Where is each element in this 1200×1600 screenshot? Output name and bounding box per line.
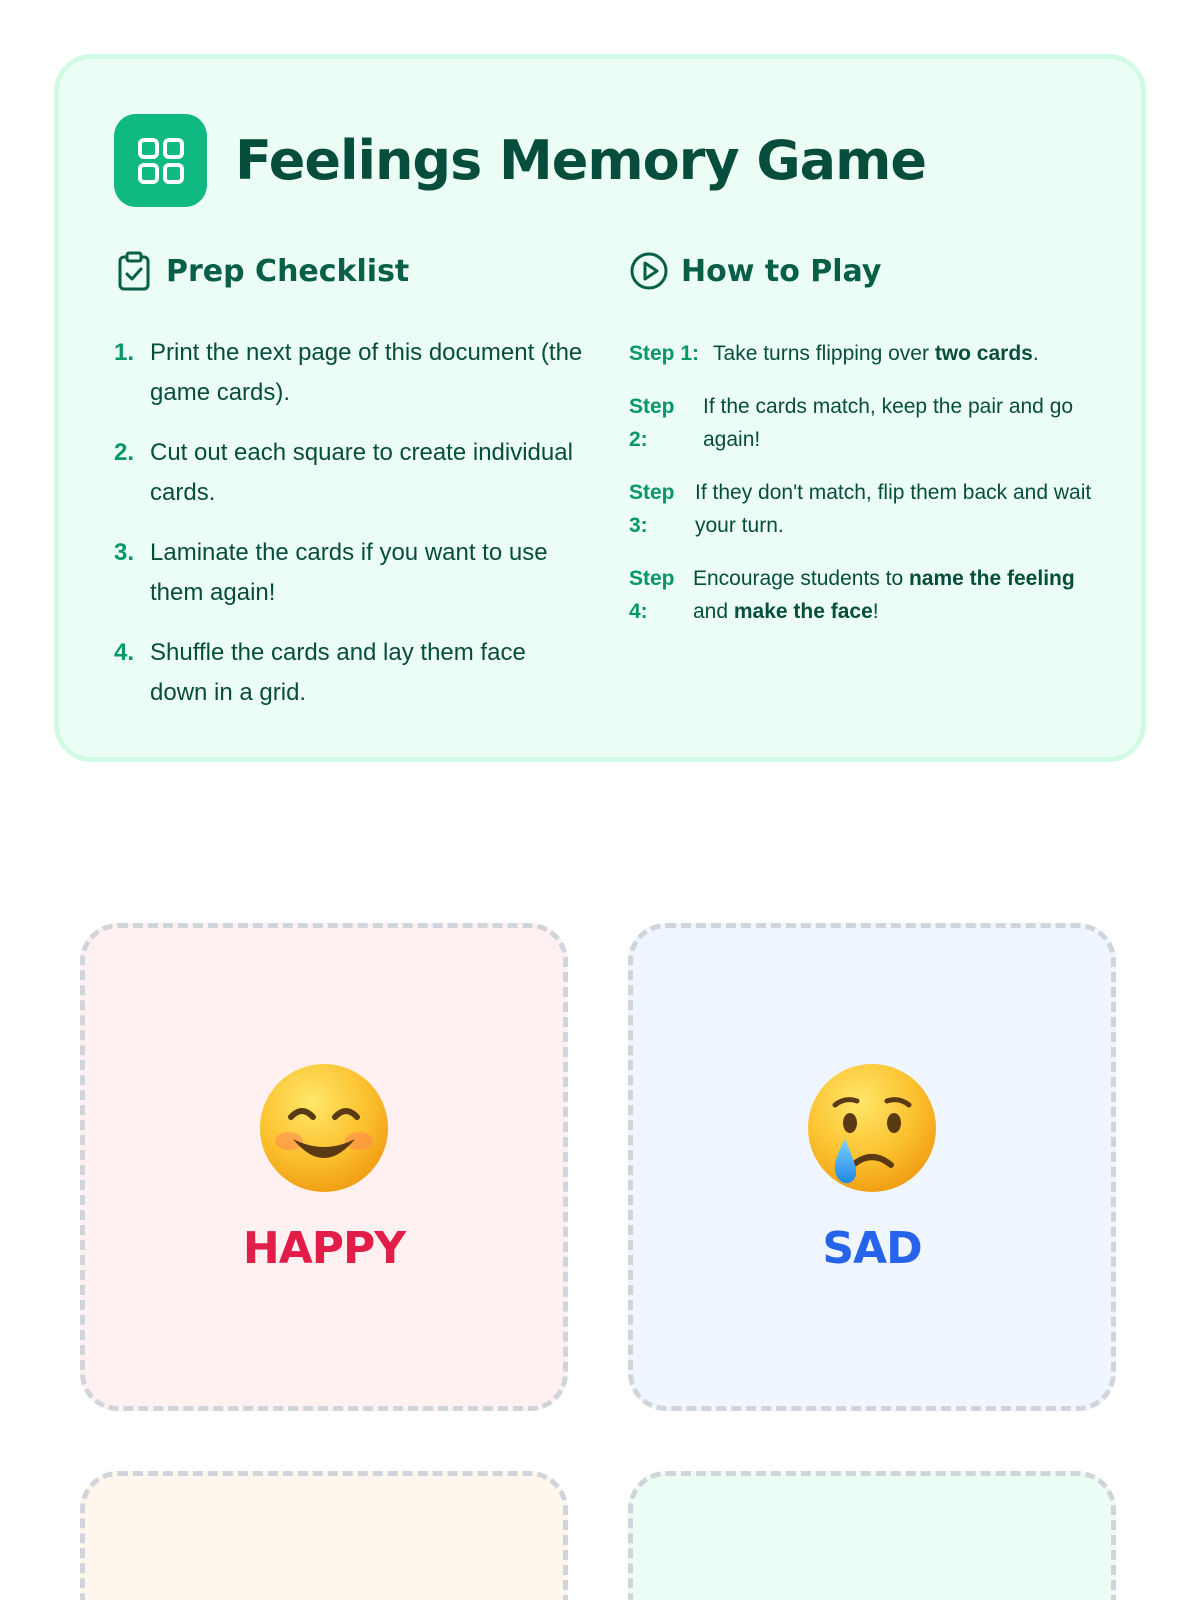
steps-list <box>629 337 1099 628</box>
prep-checklist-header <box>114 249 584 293</box>
list-item <box>114 533 584 613</box>
title-row <box>114 114 926 207</box>
step-item <box>629 476 1099 542</box>
card-label: SAD <box>822 1222 922 1274</box>
checklist <box>114 333 584 713</box>
feeling-card-4 <box>628 1471 1116 1600</box>
list-item <box>114 633 584 713</box>
list-item-text: Cut out each square to create individual cards. <box>150 439 573 506</box>
how-to-play-section <box>629 249 1099 648</box>
feeling-card-happy <box>80 923 568 1411</box>
prep-checklist-heading: Prep Checklist <box>166 253 410 289</box>
feeling-card-3 <box>80 1471 568 1600</box>
step-label: Step 1: <box>629 342 700 365</box>
clipboard-check-icon <box>114 251 154 291</box>
smiling-face-icon <box>257 1061 391 1195</box>
step-item <box>629 562 1099 628</box>
how-to-play-header <box>629 249 1099 293</box>
list-item-number: 3. <box>114 539 135 566</box>
list-item-text: Laminate the cards if you want to use them again! <box>150 539 548 606</box>
step-label: Step 3: <box>629 481 675 537</box>
list-item-text: Shuffle the cards and lay them face down in a grid. <box>150 639 526 706</box>
list-item <box>114 333 584 413</box>
step-text: Encourage students to name the feeling and make the face! <box>693 567 1075 623</box>
step-item <box>629 390 1099 456</box>
prep-checklist-section <box>114 249 584 733</box>
instructions-panel <box>54 54 1146 762</box>
step-label: Step 2: <box>629 395 675 451</box>
list-item-text: Print the next page of this document (the game cards). <box>150 339 583 406</box>
step-label: Step 4: <box>629 567 675 623</box>
list-item <box>114 433 584 513</box>
grid-icon <box>136 136 186 186</box>
step-text: If they don't match, flip them back and wait your turn. <box>695 481 1092 537</box>
step-text: Take turns flipping over two cards. <box>713 342 1039 365</box>
list-item-number: 4. <box>114 639 135 666</box>
play-circle-icon <box>629 251 669 291</box>
crying-face-icon <box>805 1061 939 1195</box>
feeling-card-sad <box>628 923 1116 1411</box>
step-item <box>629 337 1099 370</box>
card-label: HAPPY <box>242 1222 406 1274</box>
step-text: If the cards match, keep the pair and go again! <box>703 395 1074 451</box>
list-item-number: 2. <box>114 439 135 466</box>
logo-badge <box>114 114 207 207</box>
page-title: Feelings Memory Game <box>235 129 927 192</box>
list-item-number: 1. <box>114 339 135 366</box>
how-to-play-heading: How to Play <box>681 253 882 289</box>
